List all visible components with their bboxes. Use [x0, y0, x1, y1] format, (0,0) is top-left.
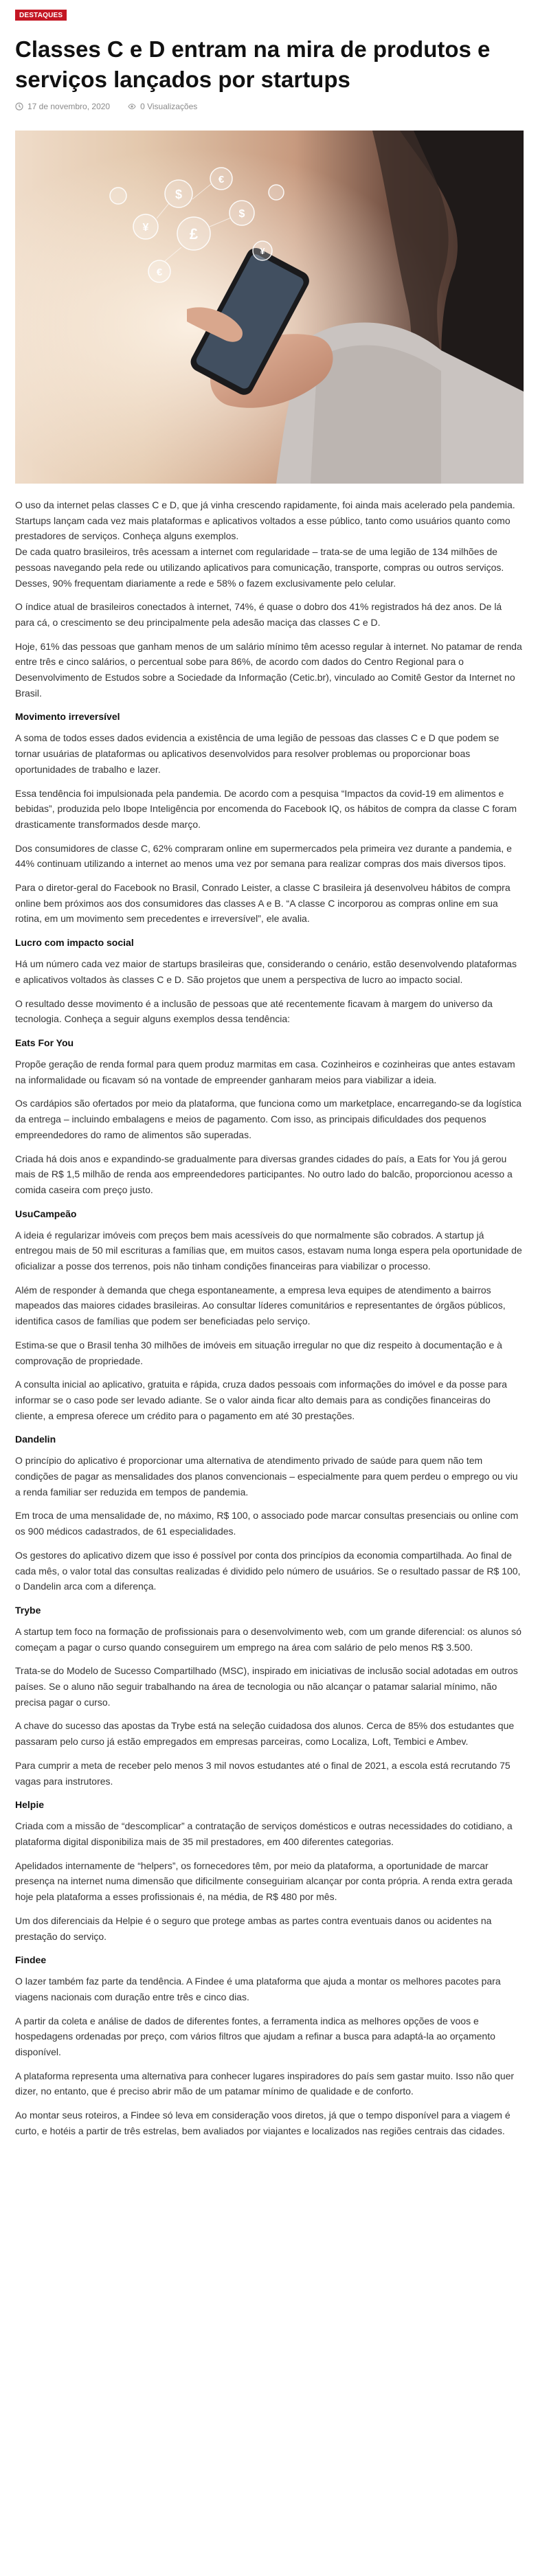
paragraph: A partir da coleta e análise de dados de diferentes fontes, a ferramenta indica as melhores opções de voos e hospedagens ordenadas por preço, com vários filtros que ajudam a refinar a busca para adaptá-la ao orçamento disponível.	[15, 2015, 495, 2058]
section-heading: Findee	[15, 1954, 47, 1966]
section-heading: Trybe	[15, 1604, 41, 1616]
paragraph: Além de responder à demanda que chega espontaneamente, a empresa leva equipes de atendimento a bairros mapeados das maiores cidades brasileiras. Ao consultar líderes comunitários e representantes de órgãos públicos, identifica casos de famílias que podem ser beneficiadas pelo serviço.	[15, 1284, 506, 1327]
intro-paragraph: O uso da internet pelas classes C e D, que já vinha crescendo rapidamente, foi ainda mais acelerado pela pandemia. Startups lançam cada vez mais plataformas e aplicativos voltados a esse público, tanto como usuários quanto como prestadores de serviços. Conheça alguns exemplos.	[15, 499, 515, 542]
paragraph: Estima-se que o Brasil tenha 30 milhões de imóveis em situação irregular no que diz respeito à documentação e à comprovação de propriedade.	[15, 1339, 502, 1366]
view-count: 0 Visualizações	[140, 102, 198, 111]
paragraph: Para cumprir a meta de receber pelo menos 3 mil novos estudantes até o final de 2021, a escola está recrutando 75 vagas para instrutores.	[15, 1759, 511, 1787]
paragraph: Os gestores do aplicativo dizem que isso é possível por conta dos princípios da economia compartilhada. Ao final de cada mês, o valor total das consultas realizadas é dividido pelo número de usuários. Se o resultado passar de R$ 100, o Dandelin arca com a diferença.	[15, 1549, 521, 1592]
paragraph: Ao montar seus roteiros, a Findee só leva em consideração voos diretos, já que o tempo disponível para a viagem é curto, e hotéis a partir de três estrelas, bem avaliados por viajantes e localizados nas regiões centrais das cidades.	[15, 2110, 511, 2136]
section-heading: Eats For You	[15, 1037, 74, 1048]
paragraph: Dos consumidores de classe C, 62% compraram online em supermercados pela primeira vez durante a pandemia, e 44% continuam utilizando a internet ao menos uma vez por semana para realizar compras dos mais diversos tipos.	[15, 842, 512, 870]
paragraph: A consulta inicial ao aplicativo, gratuita e rápida, cruza dados pessoais com informações do imóvel e da posse para informar se o caso pode ser levado adiante. Se o valor ainda ficar alto demais para as condições financeiras do cliente, a empresa oferece um crédito para o pagamento em até 30 prestações.	[15, 1379, 507, 1421]
article-body	[15, 497, 524, 2147]
svg-text:$: $	[238, 208, 245, 220]
svg-text:€: €	[156, 267, 163, 278]
paragraph: A chave do sucesso das apostas da Trybe está na seleção cuidadosa dos alunos. Cerca de 85% dos estudantes que passaram pelo curso já estão empregados em empresas parceiras, como Localiza, Loft, Tembici e Ambev.	[15, 1720, 515, 1748]
paragraph: O princípio do aplicativo é proporcionar uma alternativa de atendimento privado de saúde para quem não tem condições de pagar as mensalidades dos planos convencionais – especialmente para quem perdeu o emprego ou viu a renda familiar ser reduzida em tempos de pandemia.	[15, 1455, 518, 1498]
svg-text:£: £	[189, 225, 199, 242]
paragraph: Trata-se do Modelo de Sucesso Compartilhado (MSC), inspirado em iniciativas de inclusão social adotadas em outros países. Se o aluno não seguir trabalhando na área de tecnologia ou não alcançar o patamar salarial mínimo, não precisa pagar o curso.	[15, 1665, 518, 1708]
paragraph: A startup tem foco na formação de profissionais para o desenvolvimento web, com um grande diferencial: os alunos só começam a pagar o curso quando conseguirem um emprego na área com salário de pelo menos R$ 3.500.	[15, 1625, 522, 1653]
paragraph: O índice atual de brasileiros conectados à internet, 74%, é quase o dobro dos 41% registrados há dez anos. De lá para cá, o crescimento se deu principalmente pela adesão maciça das classes C e D.	[15, 601, 502, 628]
paragraph: Os cardápios são ofertados por meio da plataforma, que funciona como um marketplace, encarregando-se da logística da entrega – incluindo embalagens e meios de pagamento. Com isso, as principais dificuldades dos pequenos empreendedores do ramo de alimentos são superadas.	[15, 1098, 522, 1140]
paragraph: A ideia é regularizar imóveis com preços bem mais acessíveis do que normalmente são cobrados. A startup já entregou mais de 50 mil escrituras a famílias que, em muitos casos, estavam numa longa espera pela oportunidade de oficializar a posse dos terrenos, pois não tinham condições financeiras para viabilizar o processo.	[15, 1229, 522, 1272]
svg-text:€: €	[218, 174, 225, 185]
paragraph: Essa tendência foi impulsionada pela pandemia. De acordo com a pesquisa “Impactos da covid-19 em alimentos e bebidas”, produzida pelo Ibope Inteligência por encomenda do Facebook IQ, os hábitos de compra da classe C foram drasticamente transformados desde março.	[15, 787, 517, 830]
section-heading: Helpie	[15, 1799, 45, 1811]
category-badge[interactable]: DESTAQUES	[15, 10, 67, 21]
article-title: Classes C e D entram na mira de produtos e serviços lançados por startups	[15, 36, 491, 92]
publish-date: 17 de novembro, 2020	[27, 102, 111, 111]
paragraph: Em troca de uma mensalidade de, no máximo, R$ 100, o associado pode marcar consultas presenciais ou online com os 900 médicos cadastrados, de 61 especialidades.	[15, 1510, 519, 1537]
paragraph: Apelidados internamente de “helpers”, os fornecedores têm, por meio da plataforma, a oportunidade de marcar presença na internet numa dimensão que dificilmente conseguiriam alcançar por conta própria. A renda extra gerada hoje pela plataforma a esses profissionais é, na média, de R$ 480 por mês.	[15, 1860, 513, 1903]
paragraph: Propõe geração de renda formal para quem produz marmitas em casa. Cozinheiros e cozinheiras que antes estavam na informalidade ou ficavam só na vontade de empreender ganharam meios para viabilizar a ideia.	[15, 1058, 515, 1085]
paragraph: A plataforma representa uma alternativa para conhecer lugares inspiradores do país sem gastar muito. Isso não quer dizer, no entanto, que é preciso abrir mão de um patamar mínimo de qualidade e de conforto.	[15, 2070, 515, 2097]
section-heading: Movimento irreversível	[15, 711, 120, 723]
paragraph: Um dos diferenciais da Helpie é o seguro que protege ambas as partes contra eventuais danos ou acidentes na prestação do serviço.	[15, 1914, 492, 1942]
paragraph: A soma de todos esses dados evidencia a existência de uma legião de pessoas das classes C e D que podem se tornar usuárias de plataformas ou aplicativos desenvolvidos para resolver problemas ou proporcionar boas oportunidades de trabalho e lazer.	[15, 732, 500, 775]
paragraph: O lazer também faz parte da tendência. A Findee é uma plataforma que ajuda a montar os melhores pacotes para viagens nacionais com duração entre três e cinco dias.	[15, 1976, 501, 2002]
svg-text:$: $	[175, 188, 183, 201]
paragraph: Criada com a missão de “descomplicar” a contratação de serviços domésticos e outras necessidades do cotidiano, a plataforma digital disponibiliza mais de 35 mil prestadores, em 400 diferentes categorias.	[15, 1820, 513, 1847]
eye-icon	[128, 102, 136, 111]
section-heading: Dandelin	[15, 1434, 56, 1445]
paragraph: Hoje, 61% das pessoas que ganham menos de um salário mínimo têm acesso regular à internet. No patamar de renda entre três e cinco salários, o percentual sobe para 86%, de acordo com dados do Centro Regional para o Desenvolvimento de Estudos sobre a Sociedade da Informação (Cetic.br), vinculado ao Comitê Gestor da Internet no Brasil.	[15, 640, 522, 699]
clock-icon	[15, 102, 23, 111]
paragraph: Para o diretor-geral do Facebook no Brasil, Conrado Leister, a classe C brasileira já desenvolveu hábitos de compra online bem próximos aos dos consumidores das classes A e B. “A classe C incorporou as compras online em sua rotina, em um movimento sem precedentes e irreversível”, ele avalia.	[15, 882, 511, 925]
paragraph: De cada quatro brasileiros, três acessam a internet com regularidade – trata-se de uma legião de 134 milhões de pessoas navegando pela rede ou utilizando aplicativos para comunicação, transporte, compras ou outros serviços. Desses, 90% frequentam diariamente a rede e 58% o fazem exclusivamente pelo celular.	[15, 546, 504, 589]
paragraph: Há um número cada vez maior de startups brasileiras que, considerando o cenário, estão desenvolvendo plataformas e aplicativos voltados às classes C e D. São projetos que unem a perspectiva de lucro ao impacto social.	[15, 958, 517, 985]
paragraph: O resultado desse movimento é a inclusão de pessoas que até recentemente ficavam à margem do universo da tecnologia. Conheça a seguir alguns exemplos dessa tendência:	[15, 997, 493, 1025]
section-heading: Lucro com impacto social	[15, 937, 134, 949]
hero-image	[15, 131, 524, 484]
svg-text:¥: ¥	[142, 222, 149, 234]
article-meta	[15, 102, 197, 111]
phone-coins-illustration	[15, 131, 524, 484]
section-heading: UsuCampeão	[15, 1208, 77, 1219]
svg-text:¥: ¥	[260, 246, 265, 256]
paragraph: Criada há dois anos e expandindo-se gradualmente para diversas grandes cidades do país, a Eats for You já gerou mais de R$ 1,5 milhão de renda aos empreendedores participantes. No outro lado do balcão, proporcionou acesso a comida caseira com preço justo.	[15, 1153, 513, 1195]
